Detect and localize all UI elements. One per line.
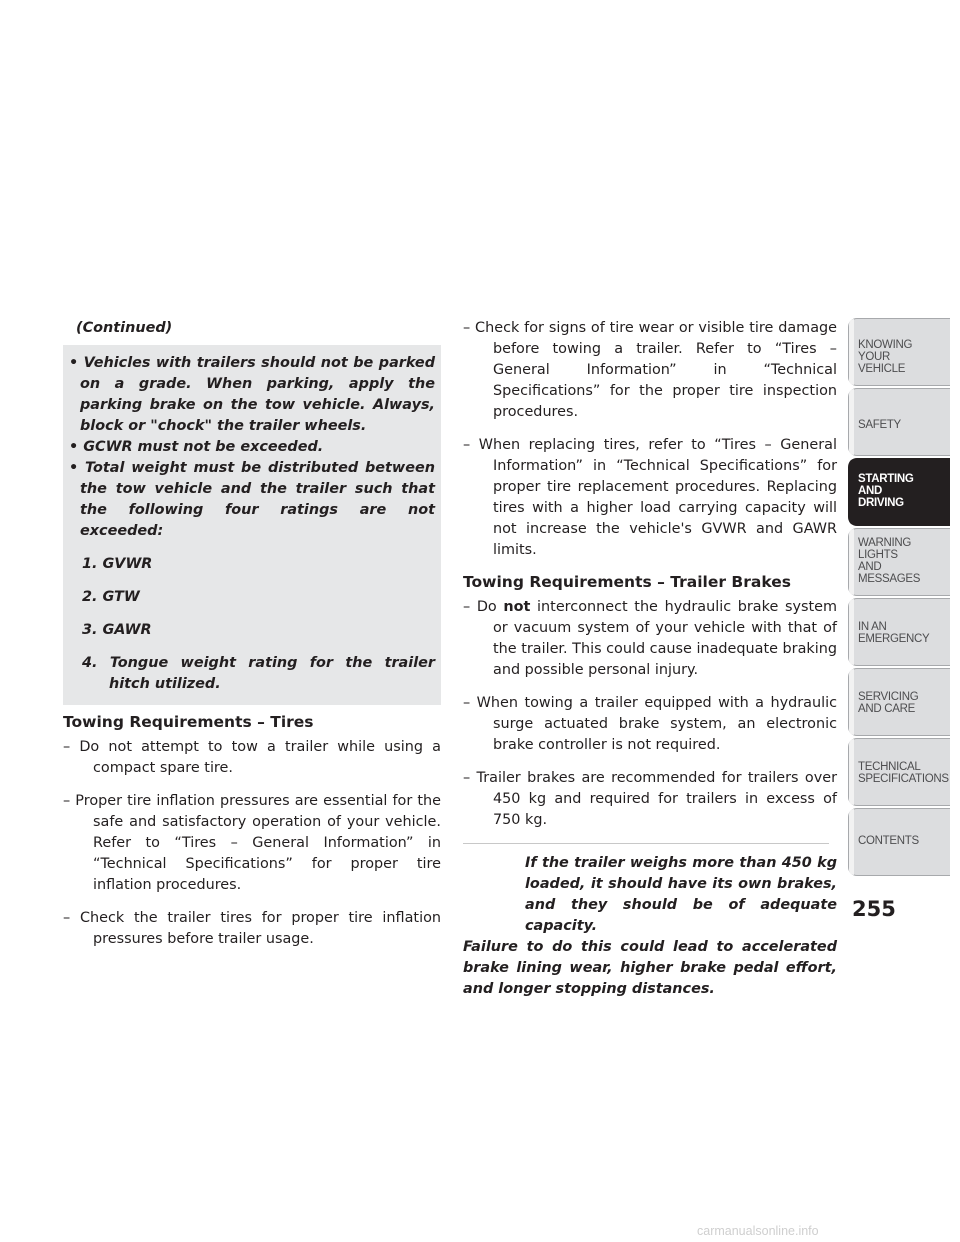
warning-box (63, 345, 441, 705)
caution-lead: If the trailer weighs more than 450 kg loaded, it should have its own brakes, and they should be of adequate capacity. (525, 855, 837, 934)
right-column (463, 318, 837, 1000)
tab-in-an-emergency[interactable] (848, 598, 950, 666)
caution-note (463, 843, 837, 1000)
warning-bullet: • GCWR must not be exceeded. (69, 439, 324, 455)
brakes-item-prefix: – Do (463, 599, 504, 615)
section-tabs (848, 318, 950, 878)
tab-edge (849, 319, 854, 385)
tab-knowing-your-vehicle[interactable] (848, 318, 950, 386)
brakes-item: – When towing a trailer equipped with a hydraulic surge actuated brake system, an electronic brake controller is not required. (463, 695, 837, 753)
brakes-item-emphasis: not (503, 599, 531, 615)
brakes-item (463, 597, 837, 681)
tab-servicing-and-care[interactable] (848, 668, 950, 736)
warning-bullet: • Total weight must be distributed between the tow vehicle and the trailer such that the following four ratings are not exceeded: (69, 460, 435, 539)
tab-edge (849, 739, 854, 805)
tab-label: KNOWING YOUR VEHICLE (858, 339, 913, 375)
tab-edge (849, 669, 854, 735)
tab-edge (849, 459, 854, 525)
tab-edge (849, 809, 854, 875)
tab-technical-specifications[interactable] (848, 738, 950, 806)
caution-rule (463, 843, 829, 844)
continued-label: (Continued) (76, 320, 173, 336)
warning-bullet: • Vehicles with trailers should not be parked on a grade. When parking, apply the parking brake on the tow vehicle. Always, block or "chock" the trailer wheels. (69, 355, 435, 434)
tab-edge (849, 389, 854, 455)
tires-heading: Towing Requirements – Tires (63, 713, 314, 731)
tab-contents[interactable] (848, 808, 950, 876)
tab-label: IN AN EMERGENCY (858, 621, 930, 645)
rating-item: 2. GTW (82, 589, 140, 605)
tires-item: – When replacing tires, refer to “Tires – General Information” in “Technical Specifications” for proper tire replacement procedures. Replacing tires with a higher load carrying capacity will not increase the vehicle's GVWR and GAWR limits. (463, 437, 837, 558)
left-column (63, 318, 441, 962)
tab-edge (849, 529, 854, 595)
tab-label: SERVICING AND CARE (858, 691, 919, 715)
rating-item: 3. GAWR (82, 622, 152, 638)
tab-label: WARNING LIGHTS AND MESSAGES (858, 537, 921, 585)
tires-item: – Proper tire inflation pressures are essential for the safe and satisfactory operation of your vehicle. Refer to “Tires – General Information” in “Technical Specifications” for proper tire inflation procedures. (63, 793, 441, 893)
brakes-item-rest: interconnect the hydraulic brake system or vacuum system of your vehicle with that of the trailer. This could cause inadequate braking and possible personal injury. (493, 599, 837, 678)
tab-label: CONTENTS (858, 835, 919, 847)
tab-warning-lights-and-messages[interactable] (848, 528, 950, 596)
rating-item: 4. Tongue weight rating for the trailer hitch utilized. (82, 655, 435, 692)
tab-edge (849, 599, 854, 665)
tab-starting-and-driving[interactable] (848, 458, 950, 526)
tab-label: STARTING AND DRIVING (858, 473, 914, 509)
tab-label: SAFETY (858, 419, 901, 431)
caution-rest: Failure to do this could lead to accelerated brake lining wear, higher brake pedal effort, and longer stopping distances. (463, 939, 837, 997)
brakes-item: – Trailer brakes are recommended for trailers over 450 kg and required for trailers in excess of 750 kg. (463, 770, 837, 828)
page-number: 255 (852, 897, 896, 921)
tires-item: – Check the trailer tires for proper tire inflation pressures before trailer usage. (63, 910, 441, 947)
trailer-brakes-heading: Towing Requirements – Trailer Brakes (463, 573, 791, 591)
watermark: carmanualsonline.info (697, 1224, 819, 1238)
tab-label: TECHNICAL SPECIFICATIONS (858, 761, 949, 785)
rating-item: 1. GVWR (82, 556, 153, 572)
tab-safety[interactable] (848, 388, 950, 456)
tires-item: – Check for signs of tire wear or visible tire damage before towing a trailer. Refer to “Tires – General Information” in “Technical Specifications” for the proper tire inspection procedures. (463, 320, 837, 420)
tires-item: – Do not attempt to tow a trailer while using a compact spare tire. (63, 739, 441, 776)
